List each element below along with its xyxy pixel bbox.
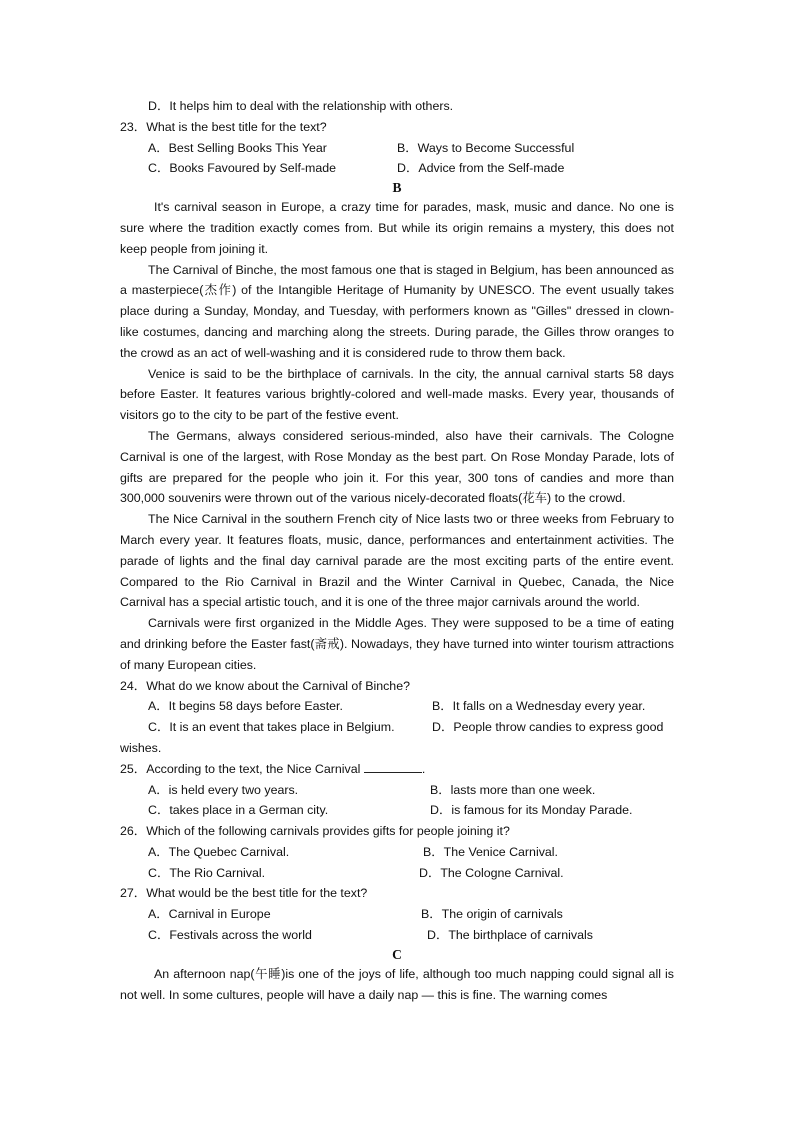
option-text: is famous for its Monday Parade.: [451, 803, 633, 818]
option-label: D．: [432, 720, 454, 735]
q27-option-d: [427, 925, 593, 946]
q24-options-row-1: [120, 696, 674, 717]
passage-c-paragraph-1: An afternoon nap(午睡)is one of the joys of life, although too much napping could signal all is not well. In some cultures, people will have a daily nap — this is fine. The warning comes: [120, 966, 674, 1002]
option-text: It begins 58 days before Easter.: [168, 699, 343, 714]
option-label: D．: [430, 803, 452, 818]
option-text: People throw candies to express good wishes.: [120, 720, 664, 755]
option-label: A．: [148, 140, 169, 155]
answer-blank: [364, 760, 422, 773]
q23-options-row-1: [120, 138, 674, 159]
option-text: Advice from the Self-made: [418, 161, 565, 176]
q24-option-a: [148, 696, 432, 717]
option-text: The birthplace of carnivals: [448, 928, 593, 943]
q24-option-c: [148, 717, 432, 738]
q26-options-row-2: [120, 863, 674, 884]
q27-option-a: [148, 904, 421, 925]
question-number: 24．: [120, 678, 147, 693]
q26-option-a: [148, 842, 423, 863]
option-text: The Venice Carnival.: [443, 844, 558, 859]
section-c-heading: C: [392, 946, 402, 962]
option-label: D．: [148, 99, 170, 113]
q23-option-b: [397, 138, 574, 159]
passage-b-paragraph-6: Carnivals were first organized in the Middle Ages. They were supposed to be a time of eating and drinking before the Easter fast(斋戒). Nowadays, they have turned into winter tourism attractions of many European cities.: [120, 616, 674, 672]
q27-options-row-2: [120, 925, 674, 946]
q23-option-d: [397, 158, 564, 179]
q25-option-a: [148, 780, 430, 801]
question-number: 27．: [120, 886, 147, 901]
question-23: [120, 117, 674, 138]
q26-options-row-1: [120, 842, 674, 863]
option-text: is held every two years.: [168, 782, 299, 797]
q26-option-c: [148, 863, 419, 884]
q25-options-row-2: [120, 800, 674, 821]
q26-option-b: [423, 842, 558, 863]
option-text: Books Favoured by Self-made: [169, 161, 337, 176]
question-text: What would be the best title for the text?: [146, 886, 368, 901]
question-24: [120, 676, 674, 697]
question-26: [120, 821, 674, 842]
option-text: takes place in a German city.: [169, 803, 329, 818]
question-text: According to the text, the Nice Carnival: [146, 761, 361, 776]
passage-b-paragraph-1: It's carnival season in Europe, a crazy time for parades, mask, music and dance. No one is sure where the tradition exactly comes from. But while its origin remains a mystery, this does not keep people from joining it.: [120, 200, 674, 256]
option-label: D．: [397, 161, 419, 176]
q23-option-c: [148, 158, 397, 179]
option-label: B．: [397, 140, 418, 155]
question-number: 26．: [120, 824, 147, 839]
question-text: What do we know about the Carnival of Binche?: [146, 678, 410, 693]
question-text: Which of the following carnivals provides gifts for people joining it?: [146, 824, 510, 839]
option-text: Best Selling Books This Year: [168, 140, 327, 155]
option-label: C．: [148, 720, 170, 735]
question-number: 25．: [120, 761, 147, 776]
q25-option-c: [148, 800, 430, 821]
option-text: The Quebec Carnival.: [168, 844, 290, 859]
option-label: A．: [148, 844, 169, 859]
exam-page: [120, 96, 674, 1005]
passage-b-paragraph-5: The Nice Carnival in the southern French city of Nice lasts two or three weeks from February to March every year. It features floats, music, dance, performances and entertainment activities. The parade of lights and the final day carnival parade are the most exciting parts of the entire event. Compared to the Rio Carnival in Brazil and the Winter Carnival in Quebec, Canada, the Nice Carnival has a special artistic touch, and it is one of the three major carnivals around the world.: [120, 512, 674, 610]
option-text: It helps him to deal with the relationship with others.: [169, 99, 454, 113]
q23-options-row-2: [120, 158, 674, 179]
question-end-punct: .: [421, 761, 426, 776]
option-text: The Cologne Carnival.: [440, 865, 564, 880]
option-text: lasts more than one week.: [450, 782, 596, 797]
option-text: Ways to Become Successful: [417, 140, 575, 155]
option-text: The origin of carnivals: [441, 907, 563, 922]
option-text: Carnival in Europe: [168, 907, 271, 922]
option-label: D．: [419, 865, 441, 880]
option-label: B．: [430, 782, 451, 797]
option-label: A．: [148, 907, 169, 922]
option-label: C．: [148, 161, 170, 176]
option-label: A．: [148, 699, 169, 714]
q25-options-row-1: [120, 780, 674, 801]
question-number: 23．: [120, 119, 147, 134]
q25-option-b: [430, 780, 595, 801]
q22-option-d: [120, 96, 674, 117]
option-label: C．: [148, 803, 170, 818]
section-b-heading: B: [392, 180, 402, 196]
q27-option-c: [148, 925, 427, 946]
option-label: B．: [423, 844, 444, 859]
passage-b-paragraph-4: The Germans, always considered serious-minded, also have their carnivals. The Cologne Carnival is one of the largest, with Rose Monday as the best part. On Rose Monday Parade, lots of gifts are prepared for the people who join it. For this year, 300 tons of candies and more than 300,000 souvenirs were thrown out of the various nicely-decorated floats(花车) to the crowd.: [120, 428, 674, 506]
option-text: Festivals across the world: [169, 928, 312, 943]
option-label: D．: [427, 928, 449, 943]
q24-options-row-2: [120, 717, 674, 759]
option-text: The Rio Carnival.: [169, 865, 266, 880]
passage-b-paragraph-2: The Carnival of Binche, the most famous one that is staged in Belgium, has been announced as a masterpiece(杰作) of the Intangible Heritage of Humanity by UNESCO. The event usually takes place during a Sunday, Monday, and Tuesday, with performers known as "Gilles" dressed in clown-like costumes, dancing and marching along the streets. During parade, the Gilles throw oranges to the crowd as an act of well-washing and it is considered rude to throw them back.: [120, 262, 674, 360]
option-label: C．: [148, 928, 170, 943]
question-27: [120, 883, 674, 904]
option-label: B．: [432, 699, 453, 714]
option-label: C．: [148, 865, 170, 880]
q26-option-d: [419, 863, 564, 884]
question-text: What is the best title for the text?: [146, 119, 327, 134]
q27-options-row-1: [120, 904, 674, 925]
option-text: It is an event that takes place in Belgium.: [169, 720, 395, 735]
q23-option-a: [148, 138, 397, 159]
q25-option-d: [430, 800, 632, 821]
option-label: A．: [148, 782, 169, 797]
q27-option-b: [421, 904, 563, 925]
option-label: B．: [421, 907, 442, 922]
q24-option-b: [432, 696, 645, 717]
option-text: It falls on a Wednesday every year.: [452, 699, 646, 714]
question-25: [120, 759, 674, 780]
passage-b-paragraph-3: Venice is said to be the birthplace of carnivals. In the city, the annual carnival starts 58 days before Easter. It features various brightly-colored and well-made masks. Every year, thousands of visitors go to the city to be part of the festive event.: [120, 366, 674, 423]
